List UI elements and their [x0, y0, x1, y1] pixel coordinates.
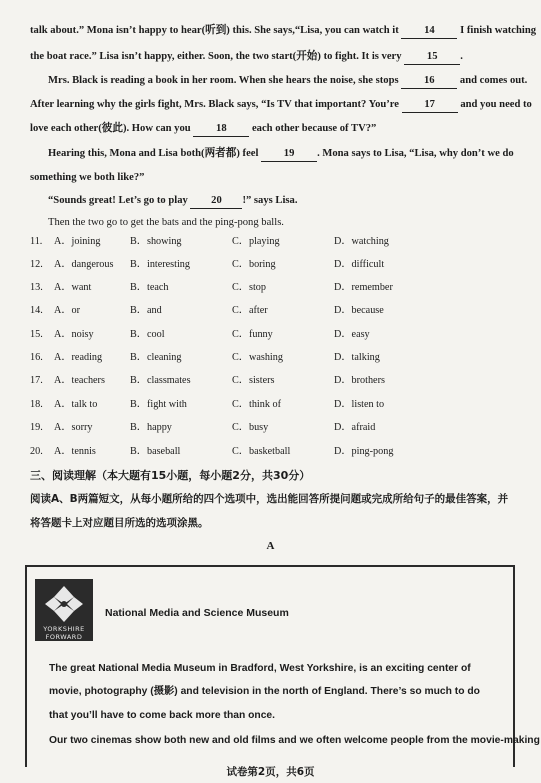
logo-text-1: YORKSHIRE — [43, 625, 85, 633]
option-a: A．talk to — [54, 399, 98, 410]
question-number: 20. — [30, 446, 43, 457]
option-d: D．talking — [334, 352, 380, 363]
option-a: A．tennis — [54, 446, 96, 457]
blank-20: 20 — [190, 194, 242, 209]
option-b: B．showing — [130, 236, 182, 247]
option-a: A．reading — [54, 352, 103, 363]
question-number: 19. — [30, 422, 43, 433]
option-a: A．want — [54, 282, 92, 293]
option-c: C．funny — [232, 329, 273, 340]
text: I finish watching — [457, 25, 537, 36]
question-number: 17. — [30, 375, 43, 386]
page-footer: 试卷第2页，共6页 — [226, 766, 315, 778]
option-c: C．basketball — [232, 446, 291, 457]
option-b: B．interesting — [130, 259, 190, 270]
passage-label: A — [266, 540, 275, 552]
text: . Mona says to Lisa, “Lisa, why don’t we do — [317, 148, 514, 159]
option-d: D．brothers — [334, 375, 385, 386]
text: After learning why the girls fight, Mrs. Black says, “Is TV that important? You’re — [30, 99, 402, 110]
option-d: D．remember — [334, 282, 393, 293]
blank-18: 18 — [193, 122, 249, 137]
option-c: C．after — [232, 305, 268, 316]
option-a: A．sorry — [54, 422, 93, 433]
cloze-line-3 — [48, 74, 528, 89]
instruction-line-1: 阅读A、B两篇短文，从每小题所给的四个选项中，选出能回答所提问题或完成所给句子的最佳答案，并 — [30, 493, 509, 505]
blank-17: 17 — [402, 98, 458, 113]
text: Hearing this, Mona and Lisa both(两者都) feel — [48, 148, 262, 159]
text: each other because of TV?” — [249, 123, 377, 134]
option-d: D．afraid — [334, 422, 376, 433]
option-a: A．dangerous — [54, 259, 114, 270]
cloze-line-7 — [30, 171, 510, 185]
option-a: A．joining — [54, 236, 101, 247]
instruction-line-2: 将答题卡上对应题目所选的选项涂黑。 — [30, 517, 209, 529]
option-a: A．noisy — [54, 329, 94, 340]
text: . — [460, 51, 463, 62]
text: talk about.” Mona isn’t happy to hear(听到) this. She says,“Lisa, you can watch it — [30, 25, 402, 36]
option-d: D．easy — [334, 329, 370, 340]
option-b: B．teach — [130, 282, 169, 293]
option-b: B．fight with — [130, 399, 187, 410]
cloze-line-9 — [48, 216, 528, 230]
question-number: 11. — [30, 236, 43, 247]
option-d: D．listen to — [334, 399, 385, 410]
question-number: 15. — [30, 329, 43, 340]
option-b: B．baseball — [130, 446, 181, 457]
option-a: A．teachers — [54, 375, 105, 386]
blank-14: 14 — [401, 24, 457, 39]
cloze-line-6 — [48, 147, 528, 162]
text: Then the two go to get the bats and the ping-pong balls. — [48, 217, 284, 228]
option-d: D．difficult — [334, 259, 385, 270]
option-c: C．sisters — [232, 375, 275, 386]
cloze-line-8 — [48, 194, 528, 209]
text: and you need to — [457, 99, 532, 110]
logo-text-2: FORWARD — [45, 633, 83, 641]
option-b: B．cleaning — [130, 352, 182, 363]
cloze-line-4 — [30, 98, 532, 113]
option-a: A．or — [54, 305, 81, 316]
text: !” says Lisa. — [242, 195, 298, 206]
cloze-line-5 — [30, 122, 510, 137]
text: something we both like?” — [30, 172, 145, 183]
option-b: B．happy — [130, 422, 172, 433]
passage-line-3: that you’ll have to come back more than once. — [49, 710, 276, 721]
museum-title: National Media and Science Museum — [105, 607, 289, 619]
question-number: 13. — [30, 282, 43, 293]
text: the boat race.” Lisa isn’t happy, either. Soon, the two start(开始) to fight. It is very — [30, 51, 405, 62]
blank-16: 16 — [401, 74, 457, 89]
text: and comes out. — [457, 75, 528, 86]
question-number: 14. — [30, 305, 43, 316]
text: “Sounds great! Let’s go to play — [48, 195, 191, 206]
option-d: D．because — [334, 305, 384, 316]
passage-box — [25, 565, 540, 767]
option-c: C．playing — [232, 236, 280, 247]
cloze-line-2 — [30, 50, 510, 65]
passage-line-1: The great National Media Museum in Bradford, West Yorkshire, is an exciting center of — [49, 663, 471, 674]
cloze-line-1 — [30, 24, 537, 39]
option-d: D．ping-pong — [334, 446, 394, 457]
option-b: B．classmates — [130, 375, 191, 386]
question-number: 12. — [30, 259, 43, 270]
option-c: C．busy — [232, 422, 269, 433]
option-c: C．think of — [232, 399, 281, 410]
question-number: 16. — [30, 352, 43, 363]
logo-mark-icon — [44, 585, 84, 623]
option-b: B．cool — [130, 329, 165, 340]
text: Mrs. Black is reading a book in her room. When she hears the noise, she stops — [48, 75, 402, 86]
option-b: B．and — [130, 305, 162, 316]
option-c: C．stop — [232, 282, 266, 293]
passage-line-2: movie, photography (摄影) and television in the north of England. There’s so much to do — [49, 686, 480, 697]
blank-15: 15 — [404, 50, 460, 65]
passage-line-4: Our two cinemas show both new and old films and we often welcome people from the movie-making — [49, 735, 540, 746]
text: love each other(彼此). How can you — [30, 123, 194, 134]
section-heading: 三、阅读理解（本大题有15小题，每小题2分，共30分） — [30, 469, 311, 482]
question-number: 18. — [30, 399, 43, 410]
option-d: D．watching — [334, 236, 389, 247]
option-c: C．boring — [232, 259, 276, 270]
museum-logo — [35, 579, 93, 641]
option-c: C．washing — [232, 352, 283, 363]
blank-19: 19 — [261, 147, 317, 162]
